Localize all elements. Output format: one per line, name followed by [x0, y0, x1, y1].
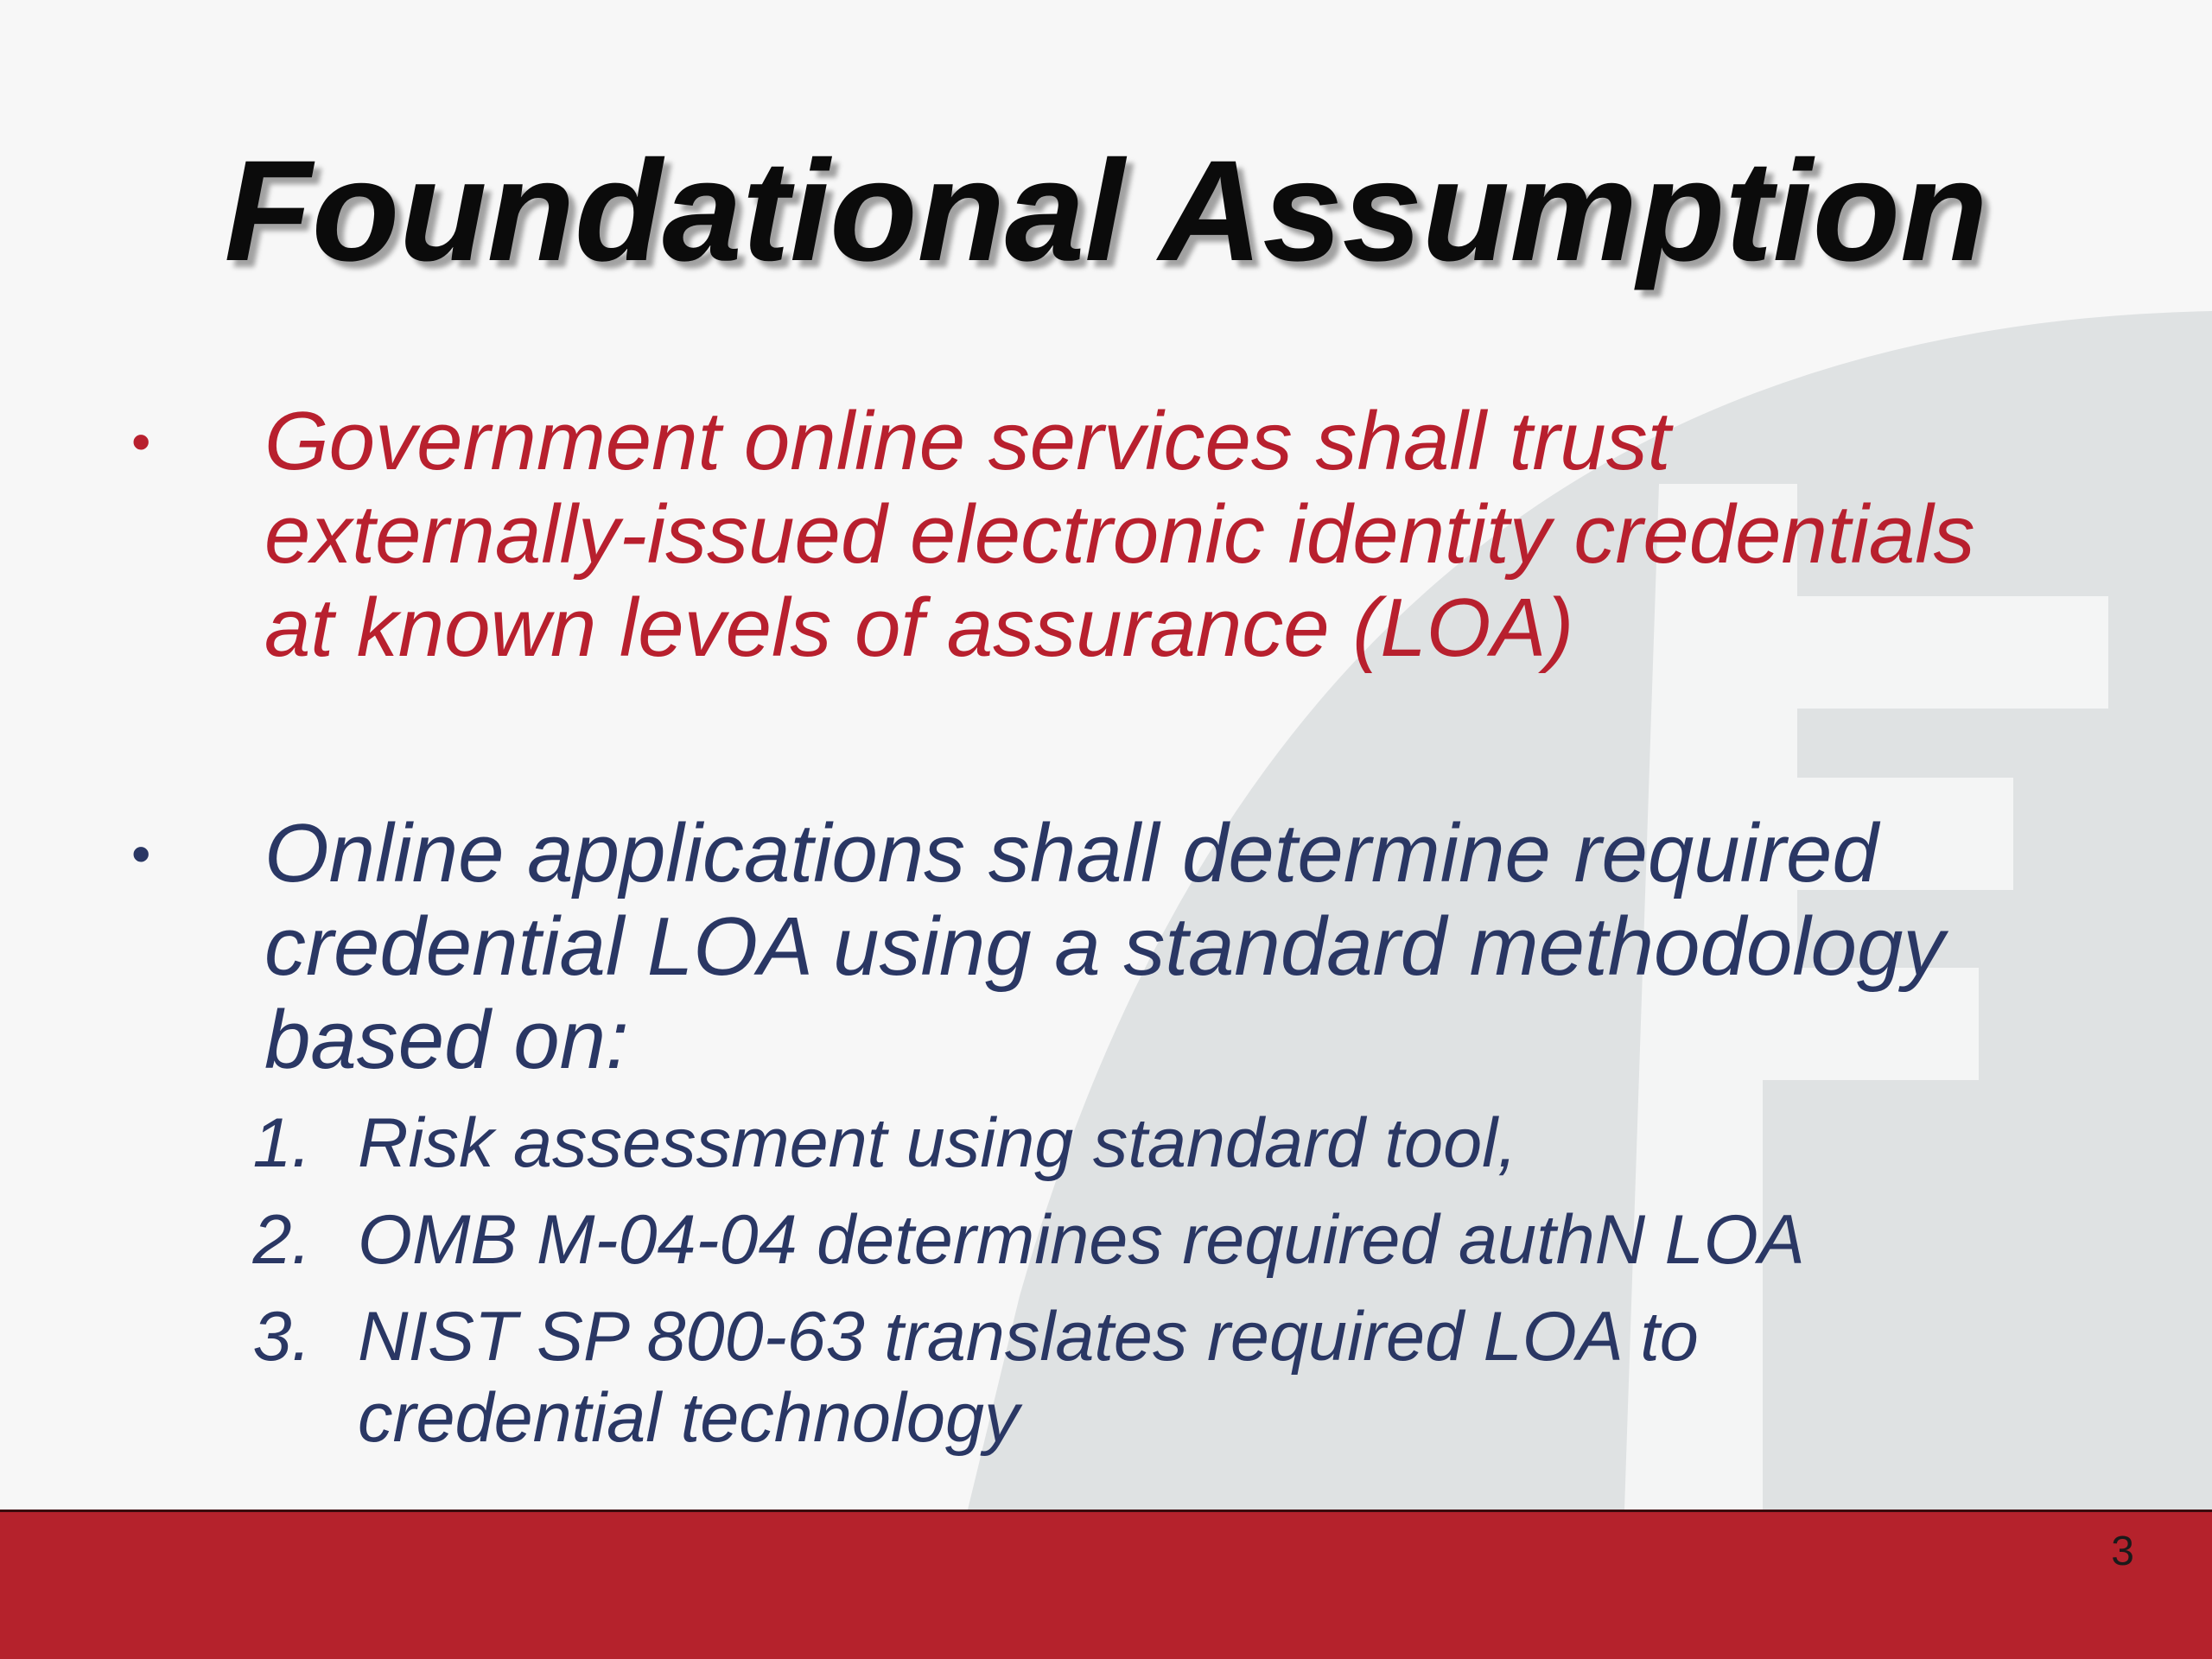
page-number: 3	[2111, 1529, 2134, 1574]
bullet-line: externally-issued electronic identity credentials	[264, 488, 1975, 581]
step-text	[358, 1199, 2129, 1281]
step-text	[358, 1296, 2129, 1459]
step-number: 1.	[252, 1104, 311, 1182]
step-line: Risk assessment using standard tool,	[358, 1104, 1517, 1182]
bullet-line: based on:	[264, 994, 629, 1086]
bullet-marker: •	[131, 410, 151, 473]
step-line: OMB M-04-04 determines required authN LOA	[358, 1201, 1805, 1279]
step-number: 3.	[252, 1298, 311, 1376]
step-line: credential technology	[358, 1379, 1020, 1457]
step-line: NIST SP 800-63 translates required LOA to	[358, 1298, 1699, 1376]
bullet-marker: •	[131, 823, 151, 885]
bullet-text	[264, 395, 2122, 675]
step-text	[358, 1103, 2129, 1184]
bullet-line: at known levels of assurance (LOA)	[264, 582, 1574, 674]
slide-title: Foundational Assumption	[224, 131, 1988, 291]
bullet-line: Online applications shall determine required	[264, 807, 1878, 899]
bullet-line: Government online services shall trust	[264, 395, 1671, 487]
step-number: 2.	[252, 1201, 311, 1279]
bullet-text	[264, 807, 2122, 1087]
bullet-line: credential LOA using a standard methodology	[264, 900, 1945, 993]
footer-bar	[0, 1510, 2212, 1659]
